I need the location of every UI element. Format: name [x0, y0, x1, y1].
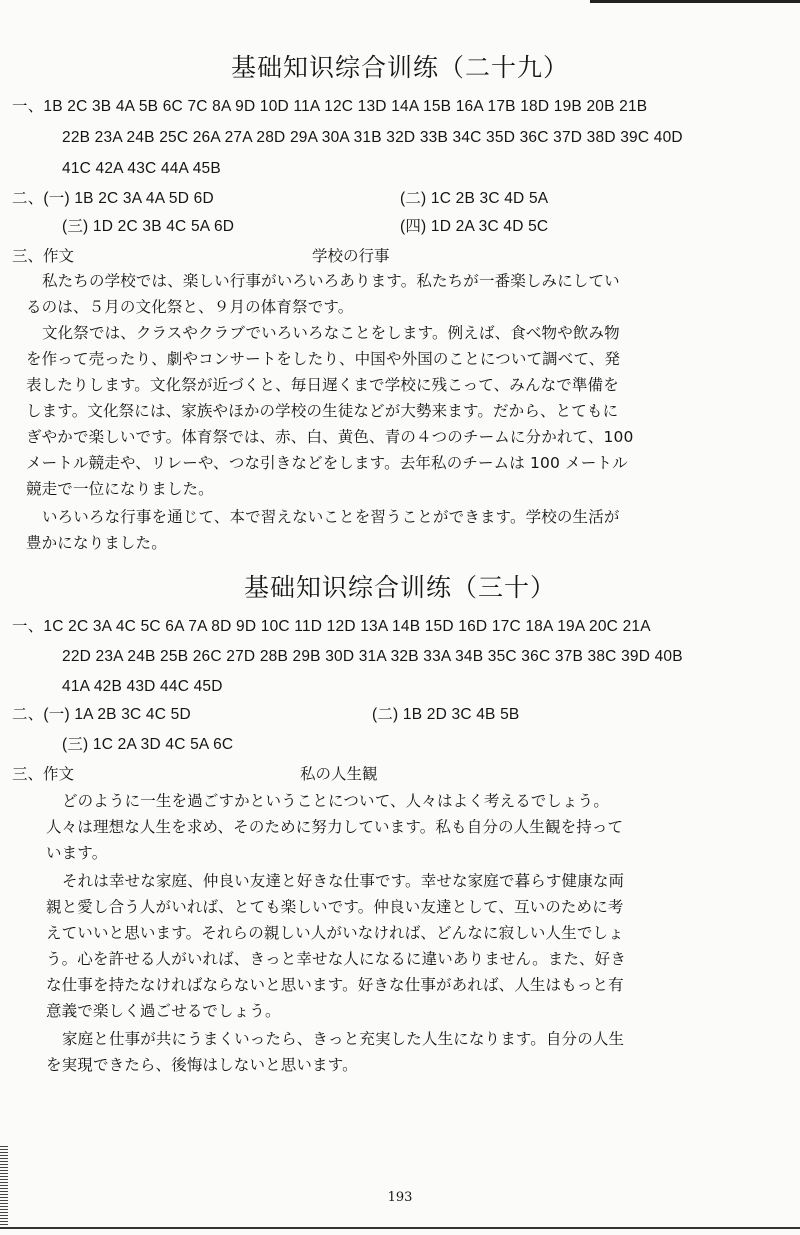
essay-line: 家庭と仕事が共にうまくいったら、きっと充実した人生になります。自分の人生	[62, 1030, 625, 1048]
essay-line: どのように一生を過ごすかということについて、人々はよく考えるでしょう。	[62, 792, 609, 810]
answer-line: 一、1C 2C 3A 4C 5C 6A 7A 8D 9D 10C 11D 12D 13A 14B 15D 16D 17C 18A 19A 20C 21A	[12, 618, 651, 635]
page-number: 193	[387, 1190, 413, 1205]
scan-edge	[0, 1145, 8, 1225]
answer-line: (三) 1D 2C 3B 4C 5A 6D	[62, 218, 235, 235]
essay-line: 人々は理想な人生を求め、そのために努力しています。私も自分の人生観を持って	[46, 818, 624, 836]
essay-line: 私たちの学校では、楽しい行事がいろいろあります。私たちが一番楽しみにしてい	[42, 272, 620, 290]
essay-line: それは幸せな家庭、仲良い友達と好きな仕事です。幸せな家庭で暮らす健康な両	[62, 872, 625, 890]
bottom-rule	[0, 1227, 800, 1229]
answer-line: (三) 1C 2A 3D 4C 5A 6C	[62, 736, 234, 753]
essay-line: 意義で楽しく過ごせるでしょう。	[46, 1002, 281, 1020]
answer-line: (二) 1C 2B 3C 4D 5A	[400, 190, 549, 207]
essay-line: を作って売ったり、劇やコンサートをしたり、中国や外国のことについて調べて、発	[26, 350, 621, 368]
essay-line: えていいと思います。それらの親しい人がいなければ、どんなに寂しい人生でしょ	[46, 924, 624, 942]
essay-label: 三、作文	[12, 247, 75, 265]
answer-line: (四) 1D 2A 3C 4D 5C	[400, 218, 549, 235]
essay-line: 文化祭では、クラスやクラブでいろいろなことをします。例えば、食べ物や飲み物	[42, 324, 620, 342]
section-title: 基础知识综合训练（二十九）	[230, 53, 569, 82]
essay-line: いろいろな行事を通じて、本で習えないことを習うことができます。学校の生活が	[42, 508, 620, 526]
answer-line: 41C 42A 43C 44A 45B	[62, 160, 221, 177]
essay-line: 表したりします。文化祭が近づくと、毎日遅くまで学校に残こって、みんなで準備を	[26, 376, 619, 394]
essay-line: ぎやかで楽しいです。体育祭では、赤、白、黄色、青の４つのチームに分かれて、100	[26, 428, 634, 446]
section-title: 基础知识综合训练（三十）	[243, 573, 556, 602]
essay-line: な仕事を持たなければならないと思います。好きな仕事があれば、人生はもっと有	[46, 976, 624, 994]
essay-line: 豊かになりました。	[26, 534, 167, 552]
essay-line: します。文化祭には、家族やほかの学校の生徒などが大勢来ます。だから、とてもに	[26, 402, 619, 420]
essay-line: を実現できたら、後悔はしないと思います。	[46, 1056, 358, 1074]
answer-line: (二) 1B 2D 3C 4B 5B	[372, 706, 520, 723]
answer-line: 一、1B 2C 3B 4A 5B 6C 7C 8A 9D 10D 11A 12C 13D 14A 15B 16A 17B 18D 19B 20B 21B	[12, 98, 648, 115]
answer-line: 22B 23A 24B 25C 26A 27A 28D 29A 30A 31B 32D 33B 34C 35D 36C 37D 38D 39C 40D	[62, 129, 683, 146]
essay-title: 私の人生観	[300, 765, 378, 783]
essay-line: います。	[46, 844, 108, 862]
essay-title: 学校の行事	[312, 247, 390, 265]
essay-line: 親と愛し合う人がいれば、とても楽しいです。仲良い友達として、互いのために考	[46, 898, 624, 916]
answer-line: 41A 42B 43D 44C 45D	[62, 678, 223, 695]
essay-label: 三、作文	[12, 765, 75, 783]
essay-line: るのは、５月の文化祭と、９月の体育祭です。	[26, 298, 354, 316]
answer-line: 22D 23A 24B 25B 26C 27D 28B 29B 30D 31A 32B 33A 34B 35C 36C 37B 38C 39D 40B	[62, 648, 683, 665]
top-rule	[590, 0, 800, 3]
answer-line: 二、(一) 1B 2C 3A 4A 5D 6D	[12, 190, 214, 207]
answer-line: 二、(一) 1A 2B 3C 4C 5D	[12, 706, 191, 723]
essay-line: う。心を許せる人がいれば、きっと幸せな人になるに違いありません。また、好き	[46, 950, 626, 968]
essay-line: 競走で一位になりました。	[26, 480, 214, 498]
essay-line: メートル競走や、リレーや、つな引きなどをします。去年私のチームは 100 メートル	[26, 454, 628, 472]
